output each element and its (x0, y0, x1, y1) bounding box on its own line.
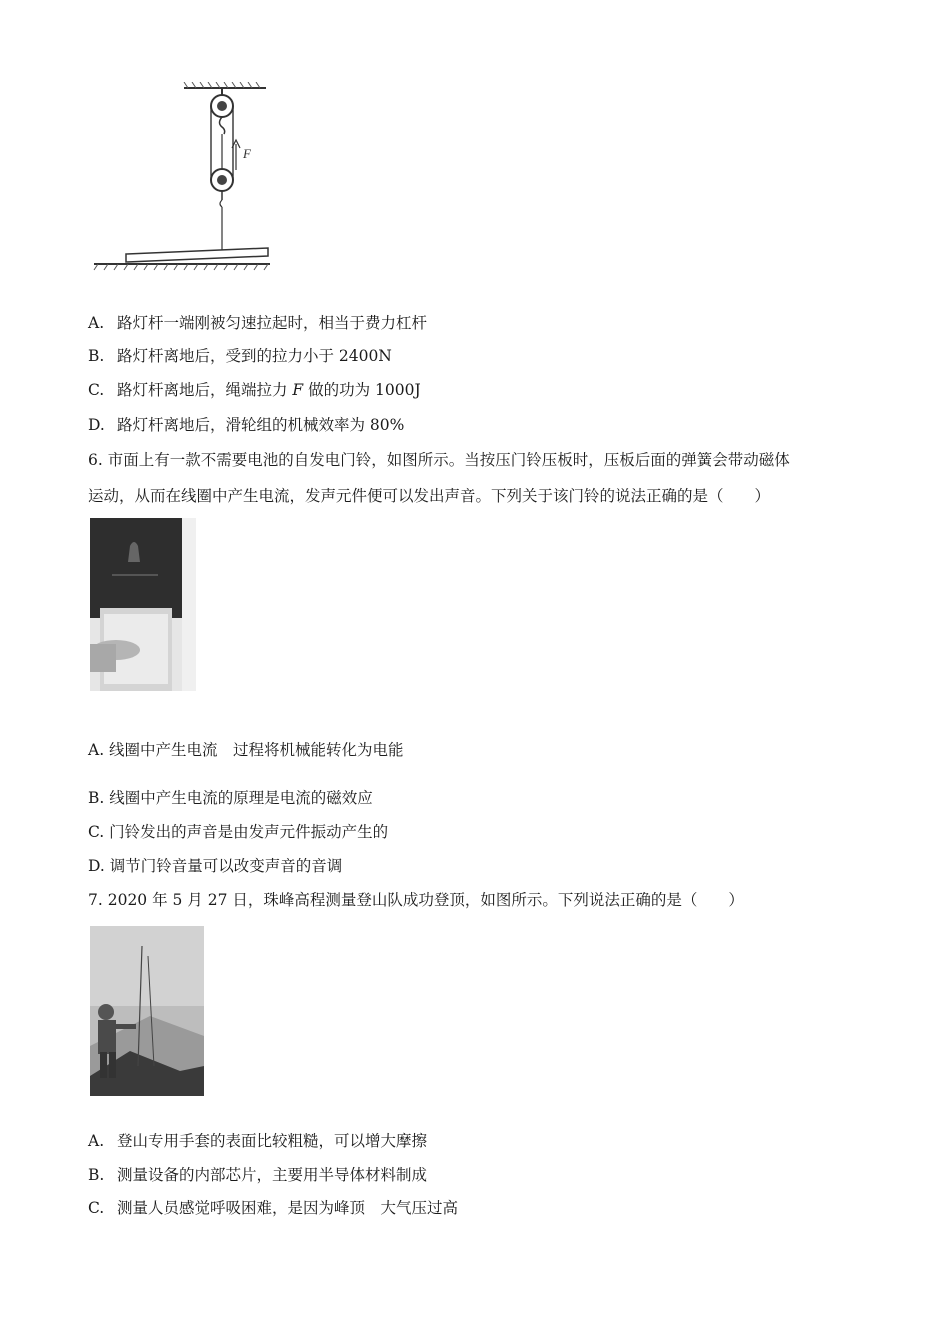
q6-stem-line1: 6. 市面上有一款不需要电池的自发电门铃，如图所示。当按压门铃压板时，压板后面的弹簧会带动磁体 (88, 451, 790, 469)
q6-stem-line2: 运动，从而在线圈中产生电流，发声元件便可以发出声音。下列关于该门铃的说法正确的是（ ） (88, 487, 771, 505)
q6-option-c: C. 门铃发出的声音是由发声元件振动产生的 (88, 823, 389, 841)
q5-option-d: D. 路灯杆离地后，滑轮组的机械效率为 80% (88, 416, 405, 434)
doorbell-photo (90, 518, 196, 691)
q5-option-b: B. 路灯杆离地后，受到的拉力小于 2400N (88, 347, 392, 365)
q6-option-a: A. 线圈中产生电流 过程将机械能转化为电能 (88, 741, 404, 759)
q7-stem: 7. 2020 年 5 月 27 日，珠峰高程测量登山队成功登顶，如图所示。下列说法正确的是（ ） (88, 891, 744, 909)
summit-photo (90, 926, 204, 1096)
q7-option-c: C. 测量人员感觉呼吸困难，是因为峰顶 大气压过高 (88, 1199, 458, 1217)
q6-option-d: D. 调节门铃音量可以改变声音的音调 (88, 857, 343, 875)
q7-option-a: A. 登山专用手套的表面比较粗糙，可以增大摩擦 (88, 1132, 427, 1150)
q5-option-c: C. 路灯杆离地后，绳端拉力 F 做的功为 1000J (88, 381, 421, 399)
q6-option-b: B. 线圈中产生电流的原理是电流的磁效应 (88, 789, 373, 807)
pulley-diagram (90, 82, 276, 272)
q5-option-a: A. 路灯杆一端刚被匀速拉起时，相当于费力杠杆 (88, 314, 427, 332)
q7-option-b: B. 测量设备的内部芯片，主要用半导体材料制成 (88, 1166, 427, 1184)
doorbell-illustration (90, 518, 196, 691)
force-label: F (243, 146, 251, 161)
summit-illustration (90, 926, 204, 1096)
